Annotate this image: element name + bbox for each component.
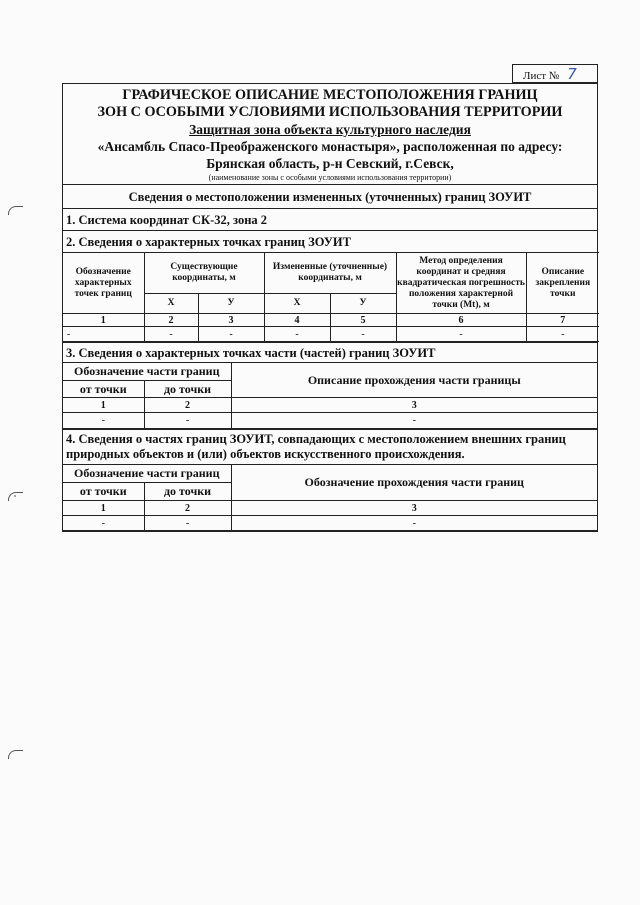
table-cell: - (63, 327, 144, 342)
section-2-title: 2. Сведения о характерных точках границ ЗОУИТ (63, 230, 597, 252)
zone-address: Брянская область, р-н Севский, г.Севск, (206, 156, 454, 171)
zone-name: «Ансамбль Спасо-Преображенского монастыря», расположенная по адресу: (97, 139, 563, 154)
table-cell: - (231, 413, 597, 429)
col-designation: Обозначение характерных точек границ (63, 253, 144, 314)
col-to-point: до точки (144, 483, 231, 501)
sheet-number: 7 (567, 65, 577, 83)
col-number: 3 (231, 398, 597, 413)
section-3-title: 3. Сведения о характерных точках части (частей) границ ЗОУИТ (63, 342, 597, 362)
col-x: Х (264, 294, 330, 314)
col-to-point: до точки (144, 381, 231, 398)
col-number: 4 (264, 314, 330, 327)
table-cell: - (198, 327, 264, 342)
col-number: 5 (330, 314, 396, 327)
col-from-point: от точки (63, 483, 144, 501)
col-x: Х (144, 294, 198, 314)
document-header (63, 84, 597, 184)
parts-table (63, 362, 597, 429)
col-number: 1 (63, 398, 144, 413)
col-part-desc: Описание прохождения части границы (231, 363, 597, 398)
table-cell: - (330, 327, 396, 342)
table-cell: - (63, 516, 144, 531)
col-part: Обозначение части границ (63, 465, 231, 483)
table-cell: - (231, 516, 597, 531)
col-existing-coords: Существующие координаты, м (144, 253, 264, 294)
section-4-title: 4. Сведения о частях границ ЗОУИТ, совпадающих с местоположением внешних границ природных объектов и (или) объектов искусственного происхождения. (63, 429, 597, 464)
points-table (63, 252, 599, 342)
table-cell: - (264, 327, 330, 342)
col-changed-coords: Измененные (уточненные) координаты, м (264, 253, 396, 294)
col-from-point: от точки (63, 381, 144, 398)
coordinate-system: 1. Система координат СК-32, зона 2 (63, 208, 597, 230)
col-number: 7 (526, 314, 599, 327)
col-number: 2 (144, 398, 231, 413)
col-number: 1 (63, 501, 144, 516)
margin-mark-1 (8, 206, 23, 215)
col-part: Обозначение части границ (63, 363, 231, 381)
col-fixing-desc: Описание закрепления точки (526, 253, 599, 314)
col-number: 1 (63, 314, 144, 327)
col-number: 6 (396, 314, 526, 327)
zone-caption: (наименование зоны с особыми условиями использования территории) (208, 173, 452, 182)
table-cell: - (396, 327, 526, 342)
title-line-1: ГРАФИЧЕСКОЕ ОПИСАНИЕ МЕСТОПОЛОЖЕНИЯ ГРАНИЦ (122, 87, 538, 103)
col-number: 3 (198, 314, 264, 327)
sheet-label: Лист № (523, 70, 560, 82)
natural-boundaries-table (63, 464, 597, 531)
table-cell: - (526, 327, 599, 342)
sheet-number-box (512, 64, 598, 83)
col-y: У (330, 294, 396, 314)
col-part-desc: Обозначение прохождения части границ (231, 465, 597, 501)
col-number: 2 (144, 314, 198, 327)
col-number: 3 (231, 501, 597, 516)
col-number: 2 (144, 501, 231, 516)
table-cell: - (63, 413, 144, 429)
margin-dot (14, 495, 16, 497)
title-line-2: ЗОН С ОСОБЫМИ УСЛОВИЯМИ ИСПОЛЬЗОВАНИЯ ТЕРРИТОРИИ (97, 104, 563, 120)
col-method: Метод определения координат и средняя квадратическая погрешность положения характерной точки (Mt), м (396, 253, 526, 314)
section-title: Сведения о местоположении измененных (уточненных) границ ЗОУИТ (63, 184, 597, 208)
col-y: У (198, 294, 264, 314)
table-cell: - (144, 327, 198, 342)
margin-mark-3 (8, 750, 23, 759)
zone-type: Защитная зона объекта культурного наследия (189, 122, 471, 137)
document-frame (62, 83, 598, 532)
table-cell: - (144, 413, 231, 429)
table-cell: - (144, 516, 231, 531)
